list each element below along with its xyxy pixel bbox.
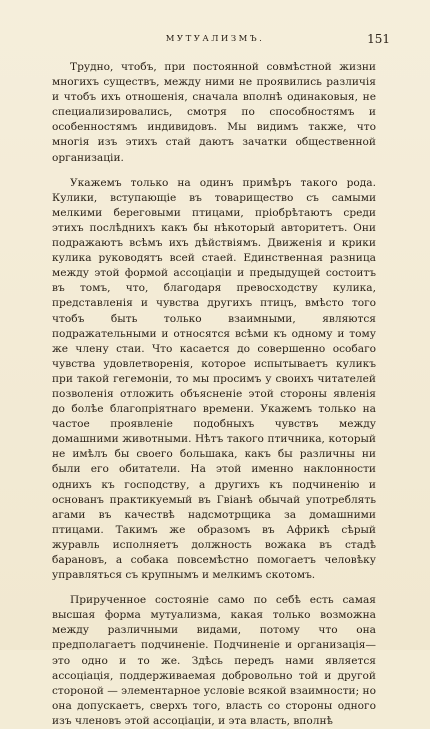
- body-text: [52, 60, 376, 729]
- paragraph-2: Укажемъ только на одинъ примѣръ такого рода. Кулики, вступающіе въ товарищество съ самыми мелкими береговыми птицами, пріобрѣтаютъ среди этихъ послѣднихъ какъ бы нѣкоторый авторитетъ. Они подражаютъ всѣмъ ихъ дѣйствіямъ. Движенія и крики кулика руководятъ всей стаей. Единственная разница между этой формой ассоціаціи и предыдущей состоитъ въ томъ, что, благодаря превосходству кулика, представленія и чувства другихъ птицъ, вмѣсто того чтобъ быть только взаимными, являются подражательными и относятся всѣми къ одному и тому же члену стаи. Что касается до совершенно особаго чувства удовлетворенія, которое испытываетъ куликъ при такой гегемоніи, то мы просимъ у своихъ читателей позволенія отложить объясненіе этой стороны явленія до болѣе благопріятнаго времени. Укажемъ только на частое проявленіе подобныхъ чувствъ между домашними животными. Нѣтъ такого птичника, который не имѣлъ бы своего большака, какъ бы различны ни были его обитатели. На этой именно наклонности однихъ къ господству, а другихъ къ подчиненію и основанъ практикуемый въ Гвіанѣ обычай употреблять агами въ качествѣ надсмотрщика за домашними птицами. Такимъ же образомъ въ Африкѣ сѣрый журавль исполняетъ должность вожака въ стадѣ барановъ, а собака повсемѣстно помогаетъ человѣку управляться съ крупнымъ и мелкимъ скотомъ.: [52, 176, 376, 582]
- page-header: [0, 34, 430, 50]
- paragraph-3: Прирученное состояніе само по себѣ есть самая высшая форма мутуализма, какая только возможна между различными видами, потому что она предполагаетъ подчиненіе. Подчиненіе и организація—это одно и то же. Здѣсь передъ нами является ассоціація, поддерживаемая добровольно той и другой стороной — элементарное условіе всякой взаимности; но она допускаетъ, сверхъ того, власть со стороны одного изъ членовъ этой ассоціаціи, и эта власть, вполнѣ: [52, 594, 376, 727]
- running-head: МУТУАЛИЗМЪ.: [165, 34, 265, 44]
- page-number: 151: [367, 32, 390, 46]
- paragraph-1: Трудно, чтобъ, при постоянной совмѣстной жизни многихъ существъ, между ними не проявились различія и чтобъ ихъ отношенія, сначала вполнѣ одинаковыя, не специализировались, смотря по способностямъ и особенностямъ индивидовъ. Мы видимъ также, что многія изъ этихъ стай даютъ зачатки общественной организаціи.: [52, 61, 376, 164]
